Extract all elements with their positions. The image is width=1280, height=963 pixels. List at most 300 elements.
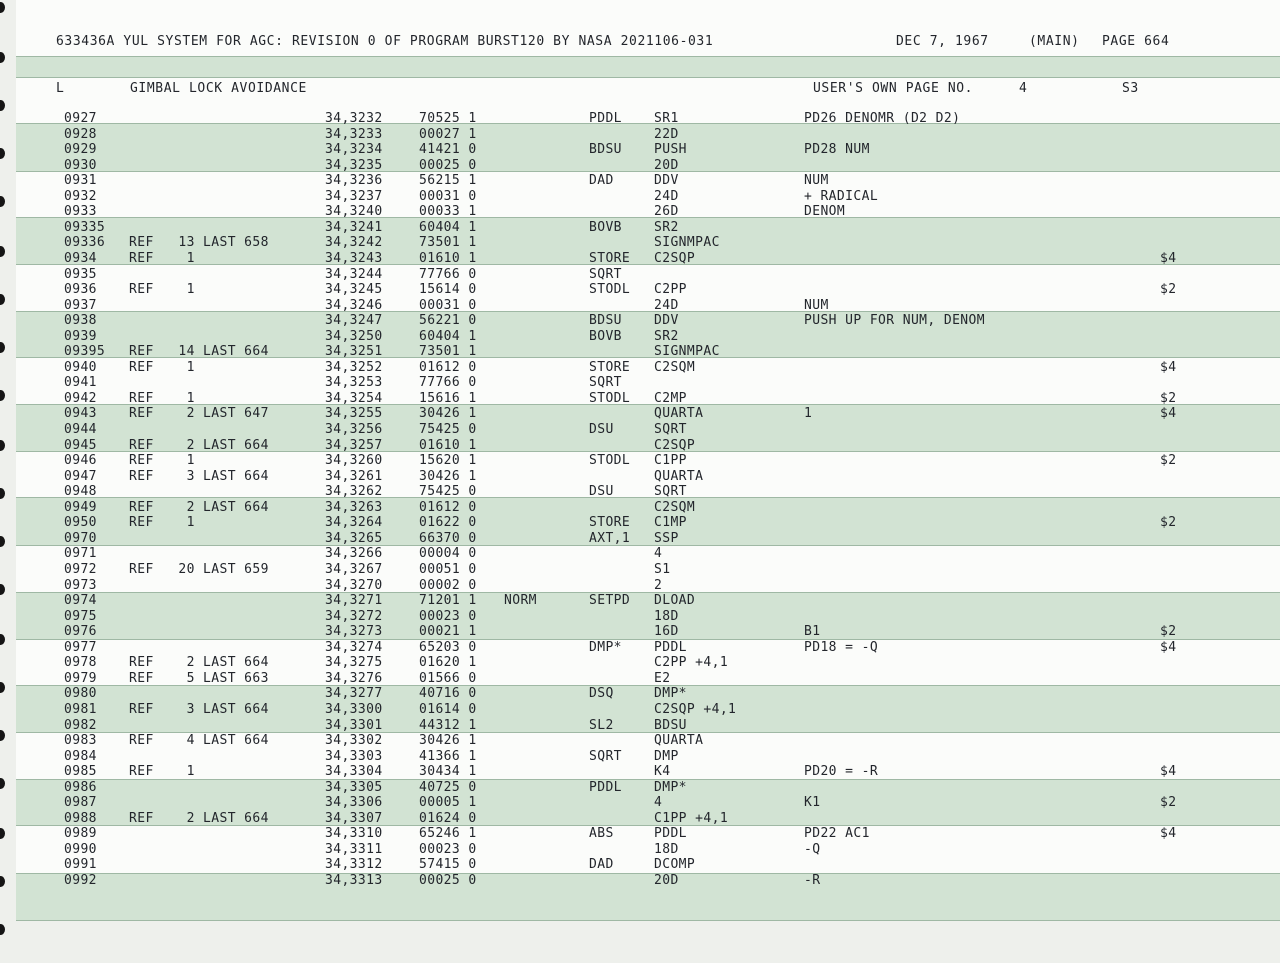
listing-word-cell: 01620 1: [419, 655, 477, 671]
listing-mark-cell: $2: [1160, 515, 1177, 531]
listing-line: [16, 158, 1280, 174]
listing-opr-cell: DCOMP: [654, 857, 696, 873]
listing-line-cell: 0943: [64, 406, 97, 422]
listing-op-cell: DSU: [589, 422, 614, 437]
listing-ref-cell: REF 2 LAST 647: [129, 406, 269, 422]
feed-hole: [0, 440, 5, 451]
listing-line: [16, 329, 1280, 345]
listing-addr-cell: 34,3242: [325, 235, 383, 251]
listing-line-cell: 0940: [64, 359, 97, 375]
section-title: GIMBAL LOCK AVOIDANCE: [130, 81, 307, 96]
listing-addr-cell: 34,3235: [325, 157, 383, 173]
listing-ref-cell: REF 13 LAST 658: [129, 235, 269, 251]
listing-opr-cell: PUSH: [654, 142, 687, 158]
listing-word-cell: 01610 1: [419, 437, 477, 453]
listing-word-cell: 70525 1: [419, 111, 477, 126]
listing-line-cell: 0928: [64, 126, 97, 142]
listing-addr-cell: 34,3306: [325, 795, 383, 811]
listing-cmt-cell: PD22 AC1: [804, 826, 870, 842]
listing-opr-cell: DLOAD: [654, 593, 696, 608]
listing-word-cell: 15620 1: [419, 453, 477, 469]
listing-op-cell: PDDL: [589, 779, 622, 795]
listing-addr-cell: 34,3257: [325, 437, 383, 453]
listing-opr-cell: 20D: [654, 157, 679, 173]
listing-cmt-cell: 1: [804, 406, 813, 422]
listing-addr-cell: 34,3263: [325, 499, 383, 515]
listing-opr-cell: K4: [654, 764, 671, 780]
listing-line: [16, 655, 1280, 671]
listing-line: [16, 220, 1280, 236]
listing-word-cell: 01566 0: [419, 670, 477, 686]
listing-title: 633436A YUL SYSTEM FOR AGC: REVISION 0 OF PROGRAM BURST120 BY NASA 2021106-031: [56, 34, 714, 49]
listing-word-cell: 30426 1: [419, 406, 477, 422]
listing-line-cell: 0978: [64, 655, 97, 671]
listing-cmt-cell: NUM: [804, 297, 829, 313]
listing-line-cell: 0933: [64, 204, 97, 220]
listing-line-cell: 0948: [64, 484, 97, 500]
listing-op-cell: STORE: [589, 359, 631, 375]
listing-word-cell: 71201 1: [419, 593, 477, 608]
listing-word-cell: 00051 0: [419, 562, 477, 577]
listing-op-cell: SQRT: [589, 748, 622, 764]
listing-date: DEC 7, 1967: [896, 34, 989, 49]
listing-word-cell: 56215 1: [419, 173, 477, 189]
listing-line: [16, 142, 1280, 158]
listing-line-cell: 0936: [64, 282, 97, 298]
listing-word-cell: 60404 1: [419, 328, 477, 344]
listing-mark-cell: $2: [1160, 624, 1177, 640]
feed-hole: [0, 294, 5, 305]
listing-line-cell: 0992: [64, 873, 97, 888]
listing-mark-cell: $2: [1160, 453, 1177, 469]
listing-tag: L: [56, 81, 65, 96]
listing-word-cell: 66370 0: [419, 530, 477, 546]
listing-line: [16, 111, 1280, 127]
listing-addr-cell: 34,3233: [325, 126, 383, 142]
listing-opr-cell: QUARTA: [654, 406, 704, 422]
listing-line: [16, 857, 1280, 873]
listing-ref-cell: REF 3 LAST 664: [129, 468, 269, 484]
listing-line: [16, 671, 1280, 687]
listing-addr-cell: 34,3255: [325, 406, 383, 422]
listing-opr-cell: SQRT: [654, 422, 687, 437]
listing-word-cell: 00031 0: [419, 188, 477, 204]
listing-opr-cell: 18D: [654, 841, 679, 857]
listing-line-cell: 0944: [64, 422, 97, 437]
listing-mark-cell: $2: [1160, 795, 1177, 811]
listing-addr-cell: 34,3252: [325, 359, 383, 375]
listing-line: [16, 484, 1280, 500]
listing-addr-cell: 34,3312: [325, 857, 383, 873]
listing-line-cell: 0979: [64, 670, 97, 686]
listing-line: [16, 546, 1280, 562]
listing-line: [16, 500, 1280, 516]
listing-line-cell: 0938: [64, 313, 97, 329]
listing-opr-cell: SR2: [654, 219, 679, 235]
listing-line: [16, 298, 1280, 314]
feed-hole: [0, 584, 5, 595]
feed-hole: [0, 828, 5, 839]
listing-addr-cell: 34,3277: [325, 686, 383, 702]
listing-addr-cell: 34,3254: [325, 390, 383, 406]
listing-line-cell: 0977: [64, 639, 97, 655]
listing-mark-cell: $4: [1160, 639, 1177, 655]
listing-line: [16, 235, 1280, 251]
listing-addr-cell: 34,3265: [325, 530, 383, 546]
listing-line-cell: 0942: [64, 390, 97, 406]
listing-line: [16, 578, 1280, 594]
listing-line-cell: 0980: [64, 686, 97, 702]
listing-addr-cell: 34,3307: [325, 810, 383, 826]
listing-word-cell: 00023 0: [419, 841, 477, 857]
listing-mark-cell: $4: [1160, 764, 1177, 780]
listing-ref-cell: REF 2 LAST 664: [129, 655, 269, 671]
listing-word-cell: 15614 0: [419, 282, 477, 298]
listing-line-cell: 0935: [64, 266, 97, 282]
listing-cmt-cell: NUM: [804, 173, 829, 189]
listing-opr-cell: C2SQM: [654, 359, 696, 375]
listing-op-cell: ABS: [589, 826, 614, 842]
listing-addr-cell: 34,3304: [325, 764, 383, 780]
listing-opr-cell: C2PP +4,1: [654, 655, 729, 671]
feed-hole: [0, 924, 5, 935]
listing-line-cell: 0945: [64, 437, 97, 453]
listing-line: [16, 173, 1280, 189]
listing-opr-cell: E2: [654, 670, 671, 686]
listing-line: [16, 593, 1280, 609]
listing-line-cell: 0988: [64, 810, 97, 826]
listing-word-cell: 01610 1: [419, 251, 477, 266]
listing-opr-cell: QUARTA: [654, 733, 704, 748]
listing-opr-cell: DMP*: [654, 779, 687, 795]
listing-word-cell: 60404 1: [419, 219, 477, 235]
listing-word-cell: 65246 1: [419, 826, 477, 842]
listing-word-cell: 00005 1: [419, 795, 477, 811]
listing-opr-cell: QUARTA: [654, 468, 704, 484]
listing-op-cell: STODL: [589, 282, 631, 298]
listing-line: [16, 764, 1280, 780]
listing-opr-cell: C2SQP: [654, 251, 696, 266]
listing-op-cell: SETPD: [589, 593, 631, 608]
listing-line: [16, 624, 1280, 640]
listing-ref-cell: REF 1: [129, 251, 195, 266]
listing-mark-cell: $4: [1160, 251, 1177, 266]
listing-line-cell: 0984: [64, 748, 97, 764]
listing-addr-cell: 34,3310: [325, 826, 383, 842]
listing-word-cell: 40725 0: [419, 779, 477, 795]
tractor-feed-holes: [0, 0, 10, 963]
listing-ref-cell: REF 2 LAST 664: [129, 810, 269, 826]
listing-word-cell: 00025 0: [419, 157, 477, 173]
listing-op-cell: SL2: [589, 717, 614, 733]
listing-opr-cell: DMP: [654, 748, 679, 764]
listing-ref-cell: REF 3 LAST 664: [129, 701, 269, 717]
listing-opr-cell: 20D: [654, 873, 679, 888]
listing-opr-cell: SSP: [654, 530, 679, 546]
listing-addr-cell: 34,3276: [325, 670, 383, 686]
listing-line-cell: 0937: [64, 297, 97, 313]
listing-line: [16, 469, 1280, 485]
listing-word-cell: 57415 0: [419, 857, 477, 873]
listing-addr-cell: 34,3272: [325, 608, 383, 624]
listing-op-cell: DSU: [589, 484, 614, 500]
listing-line-cell: 0985: [64, 764, 97, 780]
listing-ref-cell: REF 1: [129, 282, 195, 298]
listing-line: [16, 391, 1280, 407]
listing-op-cell: BDSU: [589, 142, 622, 158]
listing-cmt-cell: B1: [804, 624, 821, 640]
listing-line-cell: 0934: [64, 251, 97, 266]
listing-opr-cell: DDV: [654, 173, 679, 189]
listing-op-cell: DAD: [589, 173, 614, 189]
listing-word-cell: 01612 0: [419, 499, 477, 515]
listing-line: [16, 127, 1280, 143]
listing-line: [16, 251, 1280, 267]
feed-hole: [0, 730, 5, 741]
listing-word-cell: 01622 0: [419, 515, 477, 531]
listing-addr-cell: 34,3241: [325, 219, 383, 235]
listing-op-cell: PDDL: [589, 111, 622, 126]
listing-line: [16, 313, 1280, 329]
listing-word-cell: 00021 1: [419, 624, 477, 640]
feed-hole: [0, 2, 5, 13]
listing-line: [16, 204, 1280, 220]
listing-op-cell: SQRT: [589, 375, 622, 391]
listing-line: [16, 422, 1280, 438]
listing-opr-cell: 16D: [654, 624, 679, 640]
listing-op-cell: BDSU: [589, 313, 622, 329]
listing-cmt-cell: PD28 NUM: [804, 142, 870, 158]
listing-line-cell: 0986: [64, 779, 97, 795]
listing-ref-cell: REF 2 LAST 664: [129, 437, 269, 453]
listing-addr-cell: 34,3250: [325, 328, 383, 344]
sheet-code: S3: [1122, 81, 1139, 96]
listing-line: [16, 375, 1280, 391]
listing-word-cell: 41366 1: [419, 748, 477, 764]
listing-op-cell: STODL: [589, 390, 631, 406]
listing-opr-cell: C2SQM: [654, 499, 696, 515]
listing-line-cell: 09395: [64, 344, 106, 360]
listing-line-cell: 0989: [64, 826, 97, 842]
feed-hole: [0, 390, 5, 401]
listing-word-cell: 77766 0: [419, 375, 477, 391]
listing-line-cell: 09336: [64, 235, 106, 251]
listing-cmt-cell: PD26 DENOMR (D2 D2): [804, 111, 961, 126]
listing-opr-cell: S1: [654, 562, 671, 577]
printout-sheet: [16, 0, 1280, 921]
listing-line-cell: 0950: [64, 515, 97, 531]
listing-line-cell: 0949: [64, 499, 97, 515]
listing-opr-cell: C2SQP: [654, 437, 696, 453]
listing-opr-cell: C2SQP +4,1: [654, 701, 737, 717]
listing-op-cell: DAD: [589, 857, 614, 873]
paper-band: [16, 57, 1280, 78]
listing-line-cell: 0970: [64, 530, 97, 546]
listing-ref-cell: REF 1: [129, 453, 195, 469]
listing-word-cell: 00033 1: [419, 204, 477, 220]
listing-line-cell: 0931: [64, 173, 97, 189]
listing-line: [16, 718, 1280, 734]
listing-addr-cell: 34,3244: [325, 266, 383, 282]
listing-ref-cell: REF 20 LAST 659: [129, 562, 269, 577]
listing-word-cell: 00004 0: [419, 546, 477, 562]
listing-line-cell: 0971: [64, 546, 97, 562]
listing-line-cell: 0987: [64, 795, 97, 811]
listing-word-cell: 00031 0: [419, 297, 477, 313]
listing-addr-cell: 34,3237: [325, 188, 383, 204]
listing-cmt-cell: DENOM: [804, 204, 846, 220]
feed-hole: [0, 196, 5, 207]
listing-addr-cell: 34,3264: [325, 515, 383, 531]
listing-opr-cell: SR1: [654, 111, 679, 126]
listing-op-cell: DMP*: [589, 639, 622, 655]
listing-word-cell: 00025 0: [419, 873, 477, 888]
listing-ref-cell: REF 1: [129, 515, 195, 531]
feed-hole: [0, 682, 5, 693]
listing-opr-cell: DMP*: [654, 686, 687, 702]
listing-opr-cell: SR2: [654, 328, 679, 344]
page-number: PAGE 664: [1102, 34, 1170, 49]
listing-line: [16, 780, 1280, 796]
listing-op-cell: BOVB: [589, 219, 622, 235]
listing-addr-cell: 34,3247: [325, 313, 383, 329]
listing-word-cell: 01612 0: [419, 359, 477, 375]
feed-hole: [0, 246, 5, 257]
listing-addr-cell: 34,3261: [325, 468, 383, 484]
feed-hole: [0, 148, 5, 159]
listing-ref-cell: REF 4 LAST 664: [129, 733, 269, 748]
listing-addr-cell: 34,3300: [325, 701, 383, 717]
listing-mark-cell: $2: [1160, 282, 1177, 298]
listing-opr-cell: C1MP: [654, 515, 687, 531]
listing-op-cell: STODL: [589, 453, 631, 469]
listing-mark-cell: $2: [1160, 390, 1177, 406]
listing-addr-cell: 34,3301: [325, 717, 383, 733]
listing-line-cell: 0975: [64, 608, 97, 624]
listing-line-cell: 0927: [64, 111, 97, 126]
listing-line-cell: 0976: [64, 624, 97, 640]
listing-line-cell: 0946: [64, 453, 97, 469]
listing-opr-cell: C1PP +4,1: [654, 810, 729, 826]
listing-addr-cell: 34,3313: [325, 873, 383, 888]
listing-opr-cell: 2: [654, 577, 663, 593]
listing-line-cell: 0973: [64, 577, 97, 593]
feed-hole: [0, 876, 5, 887]
listing-line: [16, 406, 1280, 422]
listing-word-cell: 30434 1: [419, 764, 477, 780]
listing-line: [16, 733, 1280, 749]
feed-hole: [0, 634, 5, 645]
listing-line-cell: 0947: [64, 468, 97, 484]
listing-opr-cell: BDSU: [654, 717, 687, 733]
listing-addr-cell: 34,3274: [325, 639, 383, 655]
listing-line-cell: 0929: [64, 142, 97, 158]
listing-ref-cell: REF 14 LAST 664: [129, 344, 269, 360]
user-page-number: 4: [1019, 81, 1028, 96]
listing-op-cell: BOVB: [589, 328, 622, 344]
listing-word-cell: 56221 0: [419, 313, 477, 329]
feed-hole: [0, 778, 5, 789]
listing-addr-cell: 34,3262: [325, 484, 383, 500]
listing-op-cell: SQRT: [589, 266, 622, 282]
listing-cmt-cell: PUSH UP FOR NUM, DENOM: [804, 313, 985, 329]
listing-opr-cell: PDDL: [654, 639, 687, 655]
listing-word-cell: 75425 0: [419, 422, 477, 437]
listing-word-cell: 00023 0: [419, 608, 477, 624]
listing-line: [16, 609, 1280, 625]
listing-word-cell: 44312 1: [419, 717, 477, 733]
listing-mark-cell: $4: [1160, 826, 1177, 842]
listing-cmt-cell: -R: [804, 873, 821, 888]
listing-line-cell: 0974: [64, 593, 97, 608]
listing-line: [16, 873, 1280, 889]
feed-hole: [0, 536, 5, 547]
listing-mark-cell: $4: [1160, 406, 1177, 422]
listing-line-cell: 0939: [64, 328, 97, 344]
listing-addr-cell: 34,3245: [325, 282, 383, 298]
listing-addr-cell: 34,3302: [325, 733, 383, 748]
feed-hole: [0, 488, 5, 499]
listing-addr-cell: 34,3232: [325, 111, 383, 126]
listing-addr-cell: 34,3311: [325, 841, 383, 857]
listing-line: [16, 562, 1280, 578]
listing-op-cell: AXT,1: [589, 530, 631, 546]
listing-cmt-cell: PD18 = -Q: [804, 639, 879, 655]
listing-opr-cell: 24D: [654, 297, 679, 313]
listing-opr-cell: DDV: [654, 313, 679, 329]
listing-opr-cell: PDDL: [654, 826, 687, 842]
listing-word-cell: 01614 0: [419, 701, 477, 717]
listing-line: [16, 360, 1280, 376]
listing-word-cell: 75425 0: [419, 484, 477, 500]
listing-addr-cell: 34,3256: [325, 422, 383, 437]
listing-addr-cell: 34,3246: [325, 297, 383, 313]
listing-opr-cell: SIGNMPAC: [654, 344, 720, 360]
listing-module: (MAIN): [1029, 34, 1080, 49]
listing-addr-cell: 34,3240: [325, 204, 383, 220]
listing-opr-cell: 4: [654, 795, 663, 811]
listing-lbl-cell: NORM: [504, 593, 537, 608]
listing-line: [16, 531, 1280, 547]
listing-line: [16, 749, 1280, 765]
listing-opr-cell: C1PP: [654, 453, 687, 469]
listing-line: [16, 795, 1280, 811]
listing-word-cell: 73501 1: [419, 235, 477, 251]
listing-op-cell: STORE: [589, 251, 631, 266]
listing-line: [16, 702, 1280, 718]
user-page-label: USER'S OWN PAGE NO.: [813, 81, 974, 96]
listing-line: [16, 826, 1280, 842]
listing-line-cell: 0982: [64, 717, 97, 733]
feed-hole: [0, 342, 5, 353]
listing-opr-cell: 4: [654, 546, 663, 562]
listing-cmt-cell: + RADICAL: [804, 188, 879, 204]
listing-mark-cell: $4: [1160, 359, 1177, 375]
listing-addr-cell: 34,3253: [325, 375, 383, 391]
listing-line: [16, 189, 1280, 205]
listing-line: [16, 515, 1280, 531]
listing-line-cell: 09335: [64, 219, 106, 235]
listing-ref-cell: REF 5 LAST 663: [129, 670, 269, 686]
listing-addr-cell: 34,3260: [325, 453, 383, 469]
listing-line: [16, 344, 1280, 360]
listing-addr-cell: 34,3303: [325, 748, 383, 764]
listing-addr-cell: 34,3243: [325, 251, 383, 266]
listing-opr-cell: 18D: [654, 608, 679, 624]
listing-line: [16, 267, 1280, 283]
listing-addr-cell: 34,3271: [325, 593, 383, 608]
listing-opr-cell: C2MP: [654, 390, 687, 406]
